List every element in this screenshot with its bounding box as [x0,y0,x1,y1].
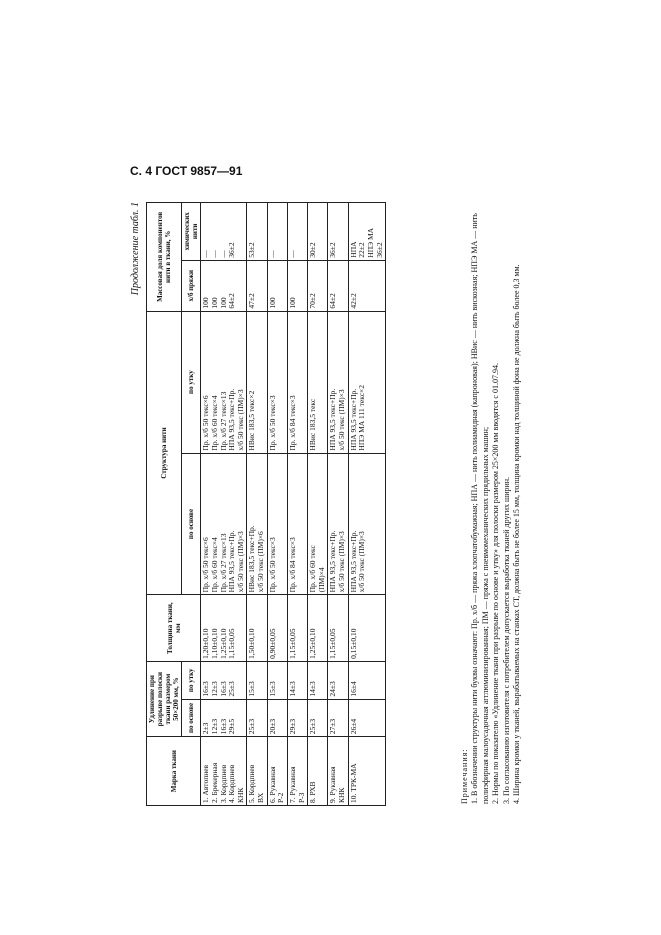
cell-line: — [209,250,219,258]
cell-mass-chem [348,203,386,261]
cell-thickness [287,595,307,662]
cell-line: Пр. х/б 60 текс [308,545,318,593]
cell-line: 3. Кордпнев [218,764,228,803]
cell-thickness [247,595,267,662]
fabric-spec-table [146,202,386,806]
cell-mass-chem [201,203,247,261]
cell-elong-warp [267,699,287,737]
cell-line: 4. Кордпнев [227,764,237,803]
col-mark-header: Марка ткани [147,737,201,806]
cell-thickness [201,595,247,662]
cell-line: НВис 183,5 текс+Пр. [247,525,257,593]
cell-elong-weft [201,661,247,699]
cell-line: НПА 93,5 текс+Пр. [348,388,358,451]
cell-line: 100 [218,297,228,309]
cell-elong-warp [201,699,247,737]
cell-line: 29±3 [287,718,297,735]
cell-line: Пр. х/б 60 текс×4 [209,395,219,451]
cell-line: Пр. х/б 84 текс×3 [287,537,297,593]
cell-line: 2. Брекерная [209,762,219,803]
cell-struct-weft [287,311,307,453]
cell-line: 64±2 [227,293,237,309]
note-item: 2. Нормы по показателю «Удлинение ткани при разрыве по основе и утку» для полоски размером 25×200 мм вводятся с 01.07.94. [491,363,501,804]
cell-line: — [287,250,297,258]
cell-line: 16±4 [348,681,358,697]
table-row [287,203,307,806]
cell-mark [267,737,287,806]
cell-struct-weft [247,311,267,453]
cell-line: 16±3 [218,718,228,735]
notes-block [460,204,522,804]
cell-line: 1,25±0,10 [218,628,228,659]
cell-line: Пр. х/б 84 текс×3 [287,395,297,451]
cell-struct-warp [267,453,287,595]
cell-line: КНК [337,787,347,803]
cell-line: 0,90±0,05 [267,628,277,659]
table-body [201,203,386,806]
cell-line: — [267,250,277,258]
cell-elong-weft [308,661,328,699]
cell-line: 1,50±0,10 [247,628,257,659]
table-caption: Продолжение табл. 1 [130,202,141,296]
cell-line: Р-2 [276,792,286,803]
col-elong-warp-header: по основе [182,699,201,737]
cell-mass-cotton [267,260,287,311]
cell-line: 22±2 [357,242,367,258]
cell-line: Пр. х/б 50 текс×6 [201,537,211,593]
col-struct-warp-header: по основе [182,453,201,595]
cell-line: 24±3 [328,681,338,697]
cell-line: 30±2 [308,242,318,258]
cell-line: 25±3 [247,718,257,735]
cell-mass-cotton [328,260,348,311]
cell-line: 36±2 [374,242,384,258]
cell-line: 1,20±0,10 [201,628,211,659]
cell-elong-warp [308,699,328,737]
cell-struct-weft [328,311,348,453]
cell-struct-warp [247,453,267,595]
cell-elong-warp [247,699,267,737]
notes-title: Примечания: [460,748,469,804]
cell-mass-chem [287,203,307,261]
cell-line: 2±3 [201,722,211,735]
cell-line: Пр. х/б 50 текс×6 [201,395,211,451]
table-row [247,203,267,806]
cell-mark [328,737,348,806]
cell-mass-cotton [201,260,247,311]
cell-line: Пр. х/б 27 текс×13 [218,533,228,593]
cell-line: 1,15±0,05 [287,628,297,659]
cell-line: 16±3 [218,681,228,697]
cell-mark [308,737,328,806]
cell-line: — [201,250,211,258]
cell-line: Пр. х/б 50 текс×3 [267,537,277,593]
cell-line: НВис 183,5 текс [308,398,318,451]
cell-line: 15±3 [247,681,257,697]
cell-line: х/б 50 текс (ПМ)×3 [357,531,367,593]
rotated-page-area [130,196,545,806]
cell-elong-warp [328,699,348,737]
cell-thickness [348,595,386,662]
cell-struct-warp [328,453,348,595]
col-elong-weft-header: по утку [182,661,201,699]
cell-line: 36±2 [227,242,237,258]
cell-line: х/б 50 текс (ПМ)×3 [235,531,245,593]
cell-line: 26±4 [348,718,358,735]
cell-elong-weft [348,661,386,699]
cell-line: х/б 50 текс (ПМ)×6 [256,531,266,593]
cell-mark [247,737,267,806]
cell-line: НПА 93,5 текс+Пр. [328,530,338,593]
table-row [201,203,247,806]
cell-line: 12±3 [209,681,219,697]
col-struct-weft-header: по утку [182,311,201,453]
cell-line: 15±3 [267,681,277,697]
cell-struct-weft [267,311,287,453]
cell-mass-cotton [348,260,386,311]
cell-line: 14±3 [287,681,297,697]
cell-line: НПА 93,5 текс+Пр. [227,530,237,593]
cell-struct-weft [348,311,386,453]
cell-thickness [328,595,348,662]
col-mass-cotton-header: х/б пряжи [182,260,201,311]
cell-line: 64±2 [328,293,338,309]
cell-line: 16±3 [201,681,211,697]
col-thickness-header: Толщина ткани, мм [147,595,201,662]
cell-thickness [267,595,287,662]
cell-line: НПЭ МА 111 текс×2 [357,385,367,451]
cell-elong-warp [348,699,386,737]
cell-mass-cotton [287,260,307,311]
cell-line: х/б 50 текс (ПМ)×3 [235,389,245,451]
cell-line: 36±2 [328,242,338,258]
col-mass-share-header: Массовая доля компонентов нити в ткани, % [147,203,182,312]
table-row [328,203,348,806]
cell-line: 1,15±0,05 [227,628,237,659]
cell-line: 100 [267,297,277,309]
cell-struct-warp [308,453,328,595]
cell-line: х/б 50 текс (ПМ)×3 [337,531,347,593]
cell-line: 10. ТРК-МА [348,763,358,803]
note-item: 1. В обозначении структуры нити буквы означают: Пр. х/б — пряжа хлопчатобумажная; НПА — нить полиамидная (капроновая); НВис — нить вискозная; НПЭ МА — нить полиэфирная малоусадочная агглюминизированная; ПМ — пряжа с пневмомеханических прядильных машин; [470,213,490,804]
page-header: С. 4 ГОСТ 9857—91 [130,164,243,178]
cell-line: НПА [348,241,358,258]
cell-mass-chem [267,203,287,261]
col-elongation-header: Удлинение при разрыве полоски ткани размером 50×200 мм, % [147,661,182,736]
cell-mass-chem [328,203,348,261]
cell-struct-warp [287,453,307,595]
note-item: 4. Ширина кромки у тканей, вырабатываемых на станках СТ, должна быть не более 15 мм, толщина кромки над толщиной фона не должна быть более 0,3 мм. [511,264,521,804]
cell-line: Пр. х/б 60 текс×4 [209,537,219,593]
cell-line: 5. Кордпнев [247,764,257,803]
cell-line: 0,15±0,10 [348,628,358,659]
cell-line: НПА 93,5 текс+Пр. [227,388,237,451]
cell-line: НПЭ МА [365,227,375,258]
cell-line: КНК [235,787,245,803]
cell-elong-warp [287,699,307,737]
cell-line: 1,25±0,10 [308,628,318,659]
cell-mark [348,737,386,806]
rotated-content [130,196,545,806]
cell-line: 7. Рукавная [287,766,297,803]
cell-line: 1,10±0,10 [209,628,219,659]
cell-line: 70±2 [308,293,318,309]
cell-line: Р-3 [296,792,306,803]
cell-line: Пр. х/б 50 текс×3 [267,395,277,451]
cell-line: 20±3 [267,718,277,735]
cell-mass-chem [308,203,328,261]
cell-line: НВис 183,5 текс×2 [247,390,257,451]
cell-line: 100 [209,297,219,309]
cell-struct-warp [348,453,386,595]
cell-line: НПА 93,5 текс+Пр. [348,530,358,593]
cell-line: 12±3 [209,718,219,735]
cell-line: ВХ [256,792,266,803]
cell-line: х/б 50 текс (ПМ)×3 [337,389,347,451]
cell-line: 47±2 [247,293,257,309]
col-mass-chem-header: химических нити [182,203,201,261]
cell-thickness [308,595,328,662]
cell-mass-chem [247,203,267,261]
note-item: 3. По согласованию изготовителя с потребителем допускается выработка тканей других ширин. [501,476,511,804]
cell-elong-weft [267,661,287,699]
cell-line: 25±3 [308,718,318,735]
cell-elong-weft [328,661,348,699]
cell-struct-weft [201,311,247,453]
cell-line: — [218,250,228,258]
cell-line: 29±5 [227,718,237,735]
cell-line: (ПМ)×4 [316,567,326,593]
cell-line: 25±3 [227,681,237,697]
col-structure-header: Структура нити [147,311,182,595]
cell-line: 9. Рукавная [328,766,338,803]
cell-mass-cotton [308,260,328,311]
cell-line: 100 [287,297,297,309]
table-row [308,203,328,806]
cell-line: 1. Автопнев [201,764,211,803]
cell-line: НПА 93,5 текс+Пр. [328,388,338,451]
cell-line: Пр. х/б 27 текс×13 [218,391,228,451]
table-row [348,203,386,806]
cell-elong-weft [247,661,267,699]
cell-mark [201,737,247,806]
cell-line: 14±3 [308,681,318,697]
cell-line: 27±3 [328,718,338,735]
cell-line: 53±2 [247,242,257,258]
cell-struct-warp [201,453,247,595]
cell-line: 1,15±0,05 [328,628,338,659]
cell-mass-cotton [247,260,267,311]
cell-line: 8. РХВ [308,781,318,803]
cell-struct-weft [308,311,328,453]
cell-elong-weft [287,661,307,699]
table-row [267,203,287,806]
cell-mark [287,737,307,806]
cell-line: 42±2 [348,293,358,309]
cell-line: 100 [201,297,211,309]
cell-line: 6. Рукавная [267,766,277,803]
